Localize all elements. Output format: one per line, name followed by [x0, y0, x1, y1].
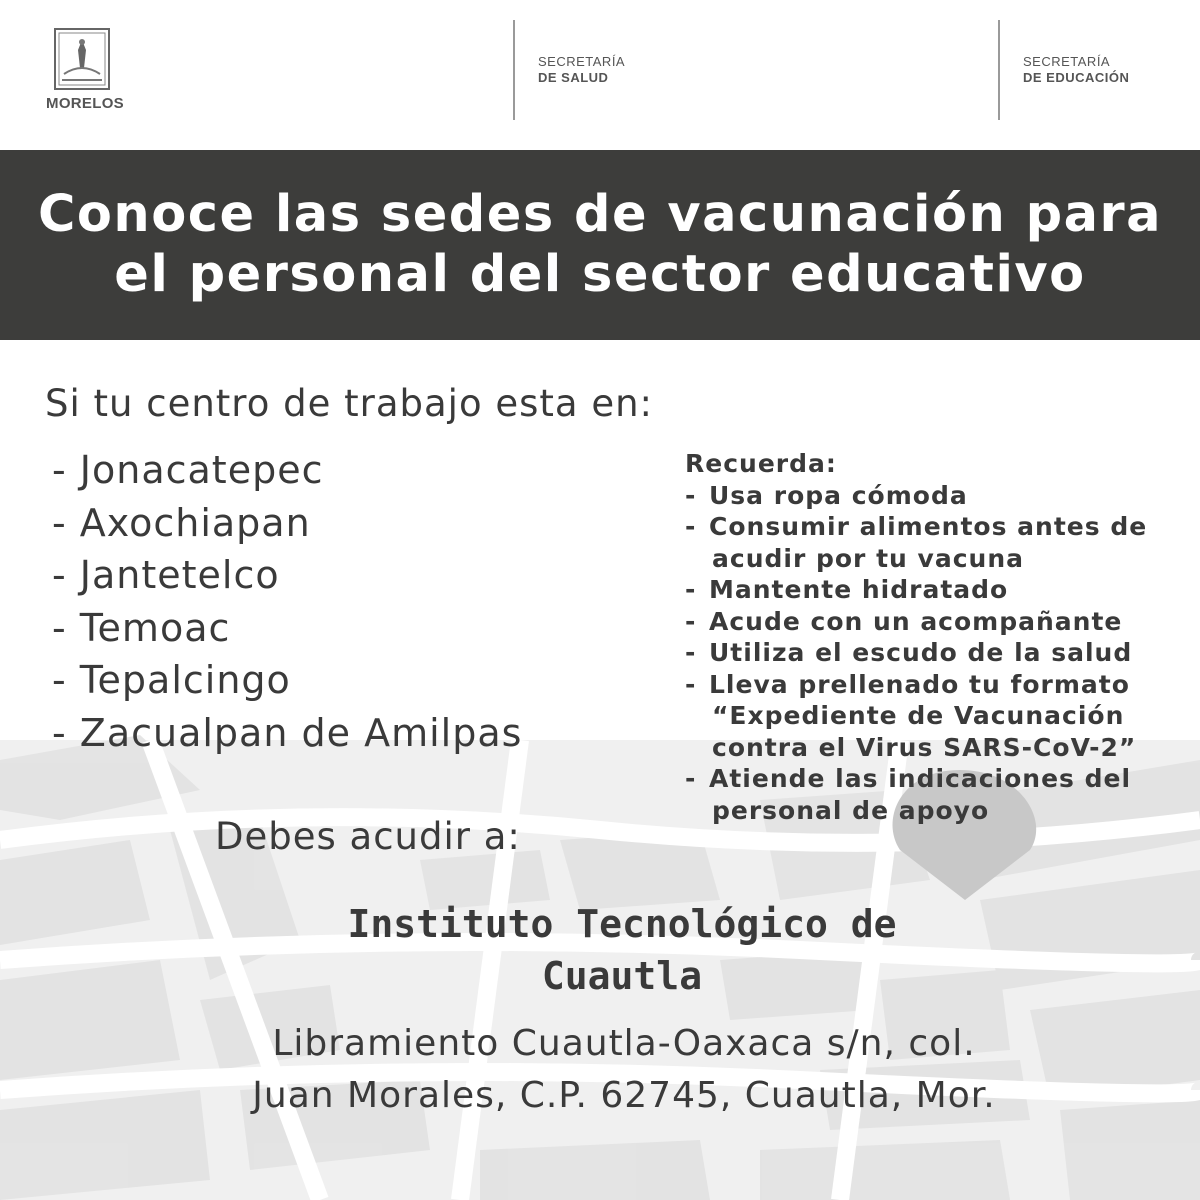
- banner-line-1: Conoce las sedes de vacunación para: [37, 185, 1163, 244]
- list-item: - Jantetelco: [52, 553, 280, 597]
- tip-continuation: “Expediente de Vacunación: [712, 701, 1125, 730]
- logo-label: MORELOS: [46, 95, 124, 112]
- list-item: - Zacualpan de Amilpas: [52, 710, 523, 755]
- salud-line2: DE SALUD: [538, 70, 609, 85]
- list-item: - Axochiapan: [52, 500, 311, 545]
- tip-continuation: personal de apoyo: [712, 795, 990, 825]
- address-line-1: Libramiento Cuautla-Oaxaca s/n, col.: [272, 1023, 976, 1064]
- address-line-2: Juan Morales, C.P. 62745, Cuautla, Mor.: [252, 1075, 996, 1116]
- institute-line-1: Instituto Tecnológico de: [347, 902, 897, 946]
- tip-continuation: contra el Virus SARS-CoV-2”: [712, 732, 1137, 762]
- list-item: - Usa ropa cómoda: [685, 480, 968, 510]
- tip-text: Lleva prellenado tu formato: [709, 669, 1130, 699]
- tip-text: Utiliza el escudo de la salud: [709, 638, 1133, 667]
- list-item: - Jonacatepec: [52, 448, 324, 492]
- tip-text: Consumir alimentos antes de: [709, 512, 1148, 541]
- tips-list: [685, 480, 1185, 827]
- intro-text: Si tu centro de trabajo esta en:: [45, 382, 654, 425]
- tip-text: Acude con un acompañante: [709, 606, 1123, 636]
- list-item: - Temoac: [52, 605, 231, 650]
- salud-line1: SECRETARÍA: [538, 54, 626, 69]
- list-item: - Acude con un acompañante: [685, 606, 1123, 636]
- remember-title: Recuerda:: [685, 449, 837, 478]
- list-item: - Lleva prellenado tu formato “Expediente de Vacunación contra el Virus SARS-CoV-2”: [685, 669, 1185, 764]
- tip-text: Atiende las indicaciones del: [709, 764, 1132, 793]
- towns-list: [52, 444, 522, 759]
- remember-box: [685, 448, 1185, 826]
- banner-line-2: el personal del sector educativo: [114, 245, 1086, 304]
- tip-text: Mantente hidratado: [709, 575, 1009, 604]
- tip-continuation: acudir por tu vacuna: [712, 543, 1024, 573]
- institute-name: [0, 898, 1200, 1002]
- institute-line-2: Cuautla: [541, 954, 703, 998]
- list-item: - Mantente hidratado: [685, 575, 1009, 604]
- list-item: - Consumir alimentos antes de acudir por tu vacuna: [685, 511, 1185, 574]
- list-item: - Tepalcingo: [52, 658, 291, 702]
- address: [0, 1018, 1200, 1122]
- educacion-line1: SECRETARÍA: [1023, 54, 1111, 69]
- tip-text: Usa ropa cómoda: [709, 480, 968, 510]
- list-item: - Atiende las indicaciones del personal de apoyo: [685, 763, 1185, 826]
- educacion-line2: DE EDUCACIÓN: [1023, 70, 1130, 85]
- list-item: - Utiliza el escudo de la salud: [685, 638, 1133, 667]
- must-attend-text: Debes acudir a:: [215, 815, 521, 858]
